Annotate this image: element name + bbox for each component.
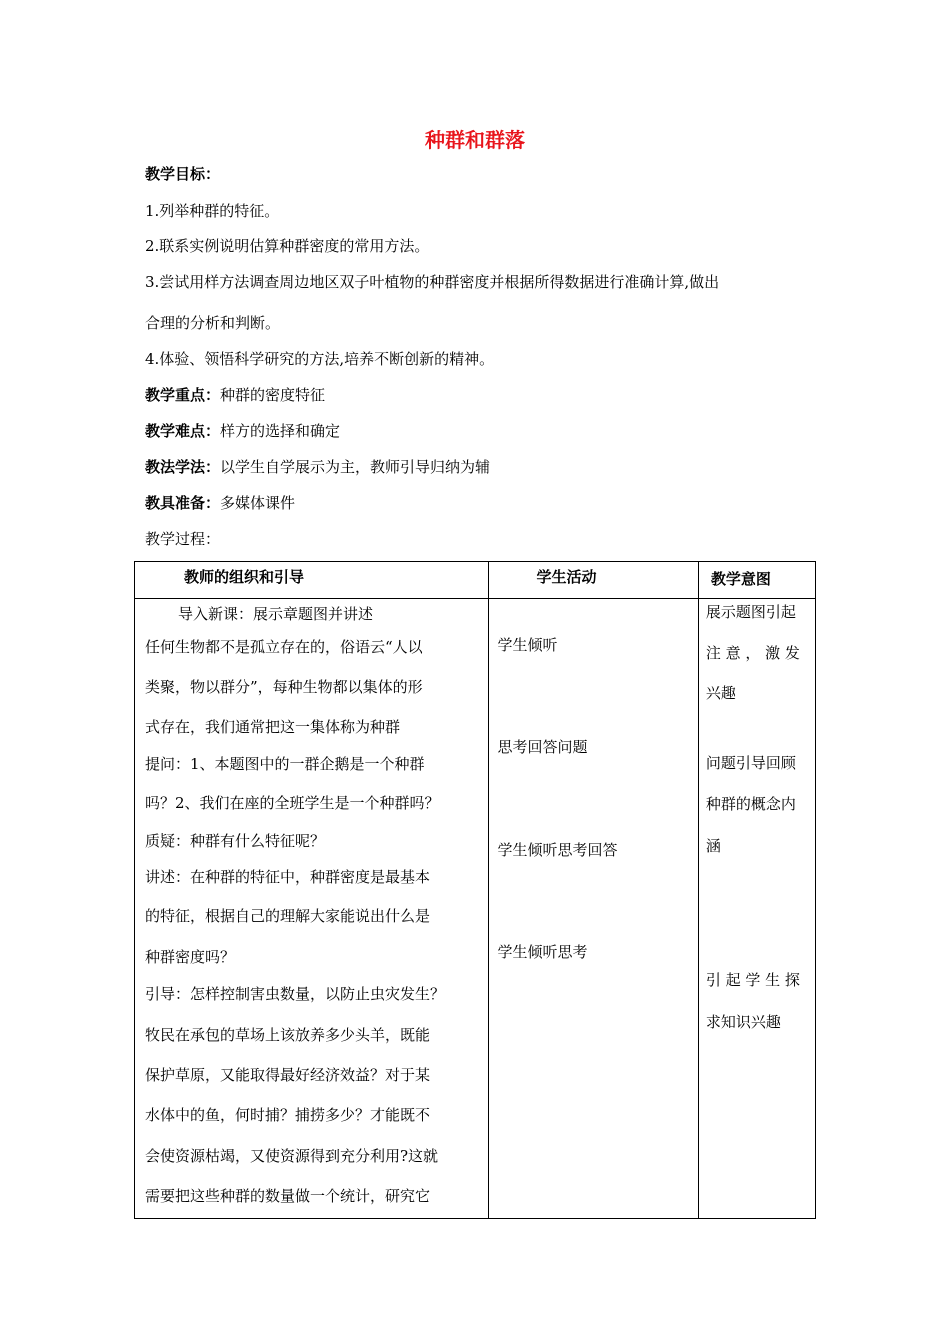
teacher-line: 水体中的鱼，何时捕？捕捞多少？才能既不 bbox=[145, 1106, 431, 1124]
difficulty-value: 样方的选择和确定 bbox=[220, 422, 341, 440]
header-teacher-label: 教师的组织和引导 bbox=[184, 568, 305, 586]
intent-line: 注 意 ， 激 发 bbox=[705, 644, 800, 662]
process-label: 教学过程： bbox=[145, 530, 221, 548]
key-point-value: 种群的密度特征 bbox=[220, 386, 326, 404]
student-cell bbox=[488, 599, 698, 1219]
student-line: 学生倾听 bbox=[497, 636, 558, 654]
teacher-line: 牧民在承包的草场上该放养多少头羊，既能 bbox=[145, 1026, 431, 1044]
objective-item-3: 3.尝试用样方法调查周边地区双子叶植物的种群密度并根据所得数据进行准确计算,做出 bbox=[145, 273, 720, 291]
intent-line: 求知识兴趣 bbox=[705, 1013, 781, 1031]
teacher-line: 讲述：在种群的特征中，种群密度是最基本 bbox=[145, 868, 431, 886]
teacher-line: 提问：1、本题图中的一群企鹅是一个种群 bbox=[145, 755, 425, 773]
teacher-line: 引导：怎样控制害虫数量，以防止虫灾发生？ bbox=[145, 985, 446, 1003]
method-row bbox=[145, 457, 490, 477]
objective-item-3-cont: 合理的分析和判断。 bbox=[145, 314, 281, 332]
teaching-process-table bbox=[134, 561, 816, 1219]
intent-line: 展示题图引起 bbox=[705, 603, 796, 621]
teacher-line: 种群密度吗？ bbox=[145, 948, 236, 966]
teacher-line: 质疑：种群有什么特征呢？ bbox=[145, 832, 326, 850]
table-header-row bbox=[135, 562, 816, 599]
student-line: 思考回答问题 bbox=[497, 738, 588, 756]
teacher-line: 任何生物都不是孤立存在的，俗语云“人以 bbox=[145, 638, 423, 656]
tools-row bbox=[145, 493, 295, 513]
student-line: 学生倾听思考 bbox=[497, 943, 588, 961]
teacher-line: 会使资源枯竭，又使资源得到充分利用?这就 bbox=[145, 1147, 439, 1165]
teacher-line: 导入新课：展示章题图并讲述 bbox=[178, 605, 374, 623]
objective-item-4: 4.体验、领悟科学研究的方法,培养不断创新的精神。 bbox=[145, 350, 495, 368]
tools-label: 教具准备： bbox=[145, 494, 221, 512]
intent-cell bbox=[698, 599, 815, 1219]
intent-line: 涵 bbox=[705, 837, 721, 855]
intent-line: 引 起 学 生 探 bbox=[705, 971, 800, 989]
intent-line: 种群的概念内 bbox=[705, 795, 796, 813]
table-row bbox=[135, 599, 816, 1219]
teacher-cell bbox=[135, 599, 489, 1219]
method-label: 教法学法： bbox=[145, 458, 221, 476]
objective-item-2: 2.联系实例说明估算种群密度的常用方法。 bbox=[145, 237, 430, 255]
teacher-line: 需要把这些种群的数量做一个统计，研究它 bbox=[145, 1187, 431, 1205]
header-student bbox=[488, 562, 698, 599]
teacher-line: 吗？2、我们在座的全班学生是一个种群吗？ bbox=[145, 794, 440, 812]
difficulty-row bbox=[145, 421, 340, 441]
teacher-line: 类聚，物以群分”，每种生物都以集体的形 bbox=[145, 678, 423, 696]
header-student-label: 学生活动 bbox=[536, 568, 597, 586]
teacher-line: 式存在，我们通常把这一集体称为种群 bbox=[145, 718, 401, 736]
header-intent bbox=[698, 562, 815, 599]
teacher-line: 的特征，根据自己的理解大家能说出什么是 bbox=[145, 907, 431, 925]
intent-line: 兴趣 bbox=[705, 684, 736, 702]
objective-item-1: 1.列举种群的特征。 bbox=[145, 202, 280, 220]
method-value: 以学生自学展示为主，教师引导归纳为辅 bbox=[220, 458, 491, 476]
header-intent-label: 教学意图 bbox=[710, 570, 771, 588]
teacher-line: 保护草原，又能取得最好经济效益？对于某 bbox=[145, 1066, 431, 1084]
tools-value: 多媒体课件 bbox=[220, 494, 296, 512]
key-point-row bbox=[145, 385, 325, 405]
intent-line: 问题引导回顾 bbox=[705, 754, 796, 772]
objectives-heading: 教学目标： bbox=[145, 165, 221, 183]
student-line: 学生倾听思考回答 bbox=[497, 841, 618, 859]
key-point-label: 教学重点： bbox=[145, 386, 221, 404]
difficulty-label: 教学难点： bbox=[145, 422, 221, 440]
header-teacher bbox=[135, 562, 489, 599]
document-title: 种群和群落 bbox=[425, 128, 525, 152]
